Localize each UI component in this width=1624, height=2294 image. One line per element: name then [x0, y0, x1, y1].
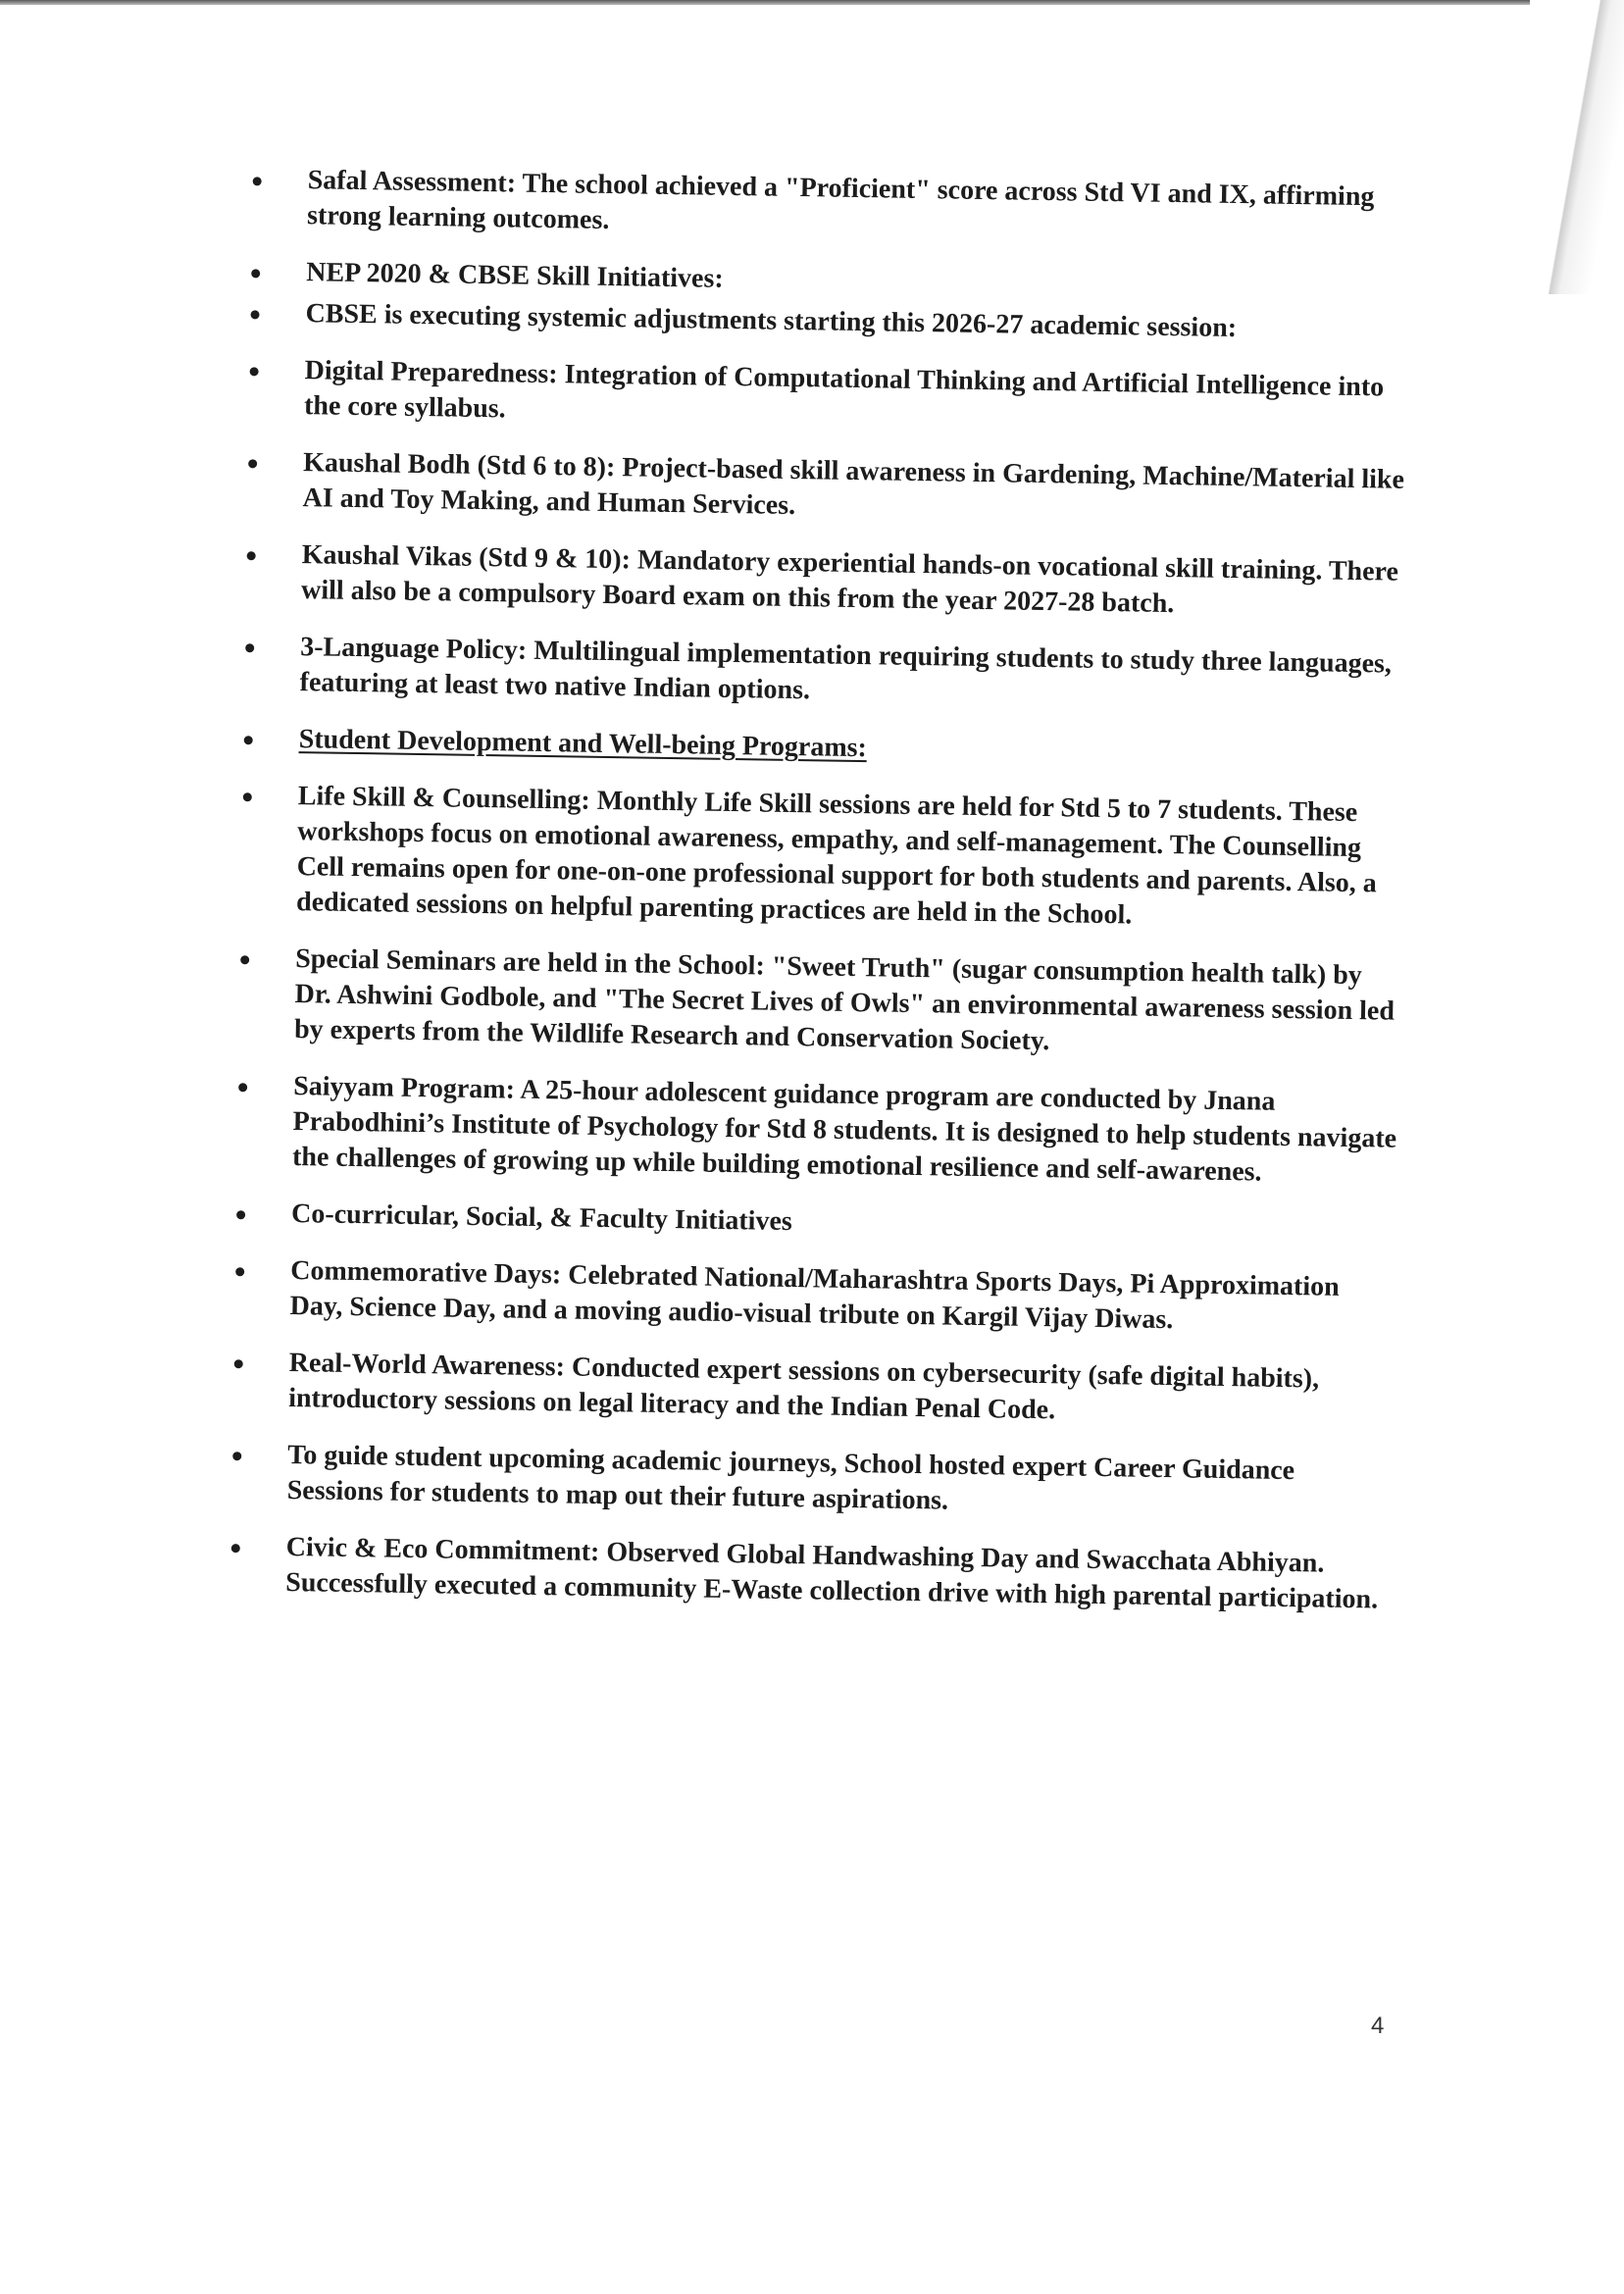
section-heading: Student Development and Well-being Programs:	[298, 724, 868, 764]
list-item-text: 3-Language Policy: Multilingual implementation requiring students to study three languages, featuring at least two native Indian options.	[299, 632, 1393, 706]
list-item-text: Kaushal Vikas (Std 9 & 10): Mandatory experiential hands-on vocational skill training. There will also be a compulsory Board exam on this from the year 2027-28 batch.	[300, 539, 1399, 620]
list-item	[220, 1068, 1398, 1193]
list-item-text: Kaushal Bodh (Std 6 to 8): Project-based skill awareness in Gardening, Machine/Material like AI and Toy Making, and Human Services.	[302, 447, 1405, 522]
bullet-dot-icon	[250, 310, 259, 319]
list-item	[228, 536, 1406, 626]
list-item-text: Safal Assessment: The school achieved a "Proficient" score across Std VI and IX, affirming strong learning outcomes.	[306, 165, 1375, 235]
list-item	[224, 778, 1402, 938]
bullet-dot-icon	[244, 736, 253, 744]
section-heading-item	[219, 1196, 1396, 1249]
list-item-text: NEP 2020 & CBSE Skill Initiatives:	[305, 257, 724, 294]
bullet-dot-icon	[231, 1544, 240, 1553]
list-item	[234, 162, 1412, 251]
list-item	[231, 352, 1409, 441]
list-item-text: Saiyyam Program: A 25-hour adolescent guidance program are conducted by Jnana Prabodhini’s Institute of Psychology for Std 8 students. It is designed to help students navigate the challenges of growing up while building emotional resilience and self-awarenes.	[291, 1071, 1397, 1188]
list-item	[213, 1529, 1391, 1618]
list-item	[214, 1437, 1392, 1526]
bullet-dot-icon	[247, 551, 256, 560]
list-item-text: Civic & Eco Commitment: Observed Global Handwashing Day and Swacchata Abhiyan. Successfully executed a community E-Waste collection drive with high parental participation.	[285, 1531, 1379, 1615]
bullet-dot-icon	[251, 269, 260, 278]
section-heading: Co-curricular, Social, & Faculty Initiatives	[290, 1198, 793, 1238]
list-item-text: Life Skill & Counselling: Monthly Life Skill sessions are held for Std 5 to 7 students. These workshops focus on emotional awareness, empathy, and self-management. The Counselling Cell remains open for one-on-one professional support for both students and parents. Also, a dedicated sessions on helpful parenting practices are held in the School.	[295, 781, 1378, 931]
list-item-text: CBSE is executing systemic adjustments starting this 2026-27 academic session:	[305, 298, 1238, 344]
bullet-dot-icon	[238, 1083, 247, 1092]
list-item-text: To guide student upcoming academic journeys, School hosted expert Career Guidance Sessions for students to map out their future aspirations.	[286, 1440, 1295, 1516]
scan-top-edge	[0, 0, 1530, 5]
list-item	[229, 444, 1407, 534]
bullet-dot-icon	[253, 177, 262, 185]
bullet-dot-icon	[236, 1210, 245, 1219]
list-item-text: Commemorative Days: Celebrated National/Maharashtra Sports Days, Pi Approximation Day, Science Day, and a moving audio-visual tribute on Kargil Vijay Diwas.	[289, 1255, 1340, 1336]
document-body	[213, 162, 1412, 1640]
bullet-dot-icon	[250, 367, 259, 376]
bullet-list	[213, 162, 1412, 1618]
section-heading-item	[226, 721, 1402, 775]
list-item	[216, 1345, 1394, 1434]
list-item	[227, 629, 1404, 718]
list-item-text: Special Seminars are held in the School: "Sweet Truth" (sugar consumption health talk) by Dr. Ashwini Godbole, and "The Secret Lives of Owls" an environmental awareness session led by experts from the Wildlife Research and Conservation Society.	[293, 943, 1396, 1057]
bullet-dot-icon	[243, 792, 252, 801]
list-item-text: Real-World Awareness: Conducted expert sessions on cybersecurity (safe digital habits), introductory sessions on legal literacy and the Indian Penal Code.	[287, 1348, 1320, 1426]
bullet-dot-icon	[234, 1359, 243, 1368]
list-item	[222, 941, 1400, 1065]
list-item-text: Digital Preparedness: Integration of Computational Thinking and Artificial Intelligence into the core syllabus.	[303, 355, 1385, 425]
bullet-dot-icon	[240, 955, 249, 964]
scan-page-corner-shadow	[1506, 0, 1624, 294]
bullet-dot-icon	[245, 643, 254, 652]
page-number: 4	[1371, 2013, 1385, 2039]
bullet-dot-icon	[248, 459, 257, 468]
bullet-dot-icon	[232, 1452, 241, 1460]
list-item	[217, 1252, 1395, 1342]
bullet-dot-icon	[235, 1267, 244, 1276]
